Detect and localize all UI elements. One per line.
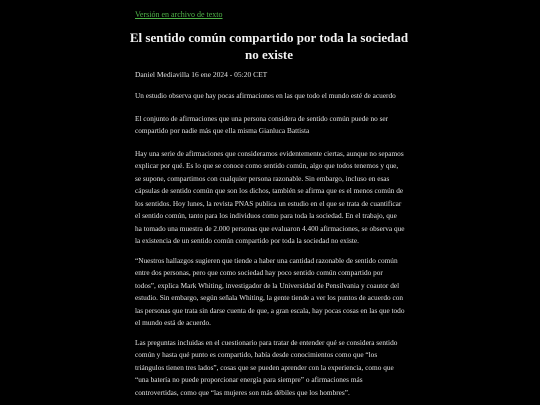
article-lead: Un estudio observa que hay pocas afirmaciones en las que todo el mundo esté de acuerdo: [135, 91, 396, 100]
article-title: El sentido común compartido por toda la sociedad no existe: [129, 30, 409, 62]
archive-text-link[interactable]: Versión en archivo de texto: [135, 10, 223, 19]
article-paragraph: “Nuestros hallazgos sugieren que tiende a haber una cantidad razonable de sentido común entre dos personas, pero que como sociedad hay poco sentido común compartido por todos”, explica Mark Whiting, investigador de la Universidad de Pensilvania y coautor del estudio. Sin embargo, según señala Whiting, la gente tiende a ver los puntos de acuerdo con las personas que trata sin darse cuenta de que, a gran escala, hay pocas cosas en las que todo el mundo está de acuerdo.: [135, 255, 405, 327]
article: [126, 0, 412, 405]
article-paragraph: Las preguntas incluidas en el cuestionario para tratar de entender qué se considera sentido común y hasta qué punto es compartido, había desde conocimientos como que “los triángulos tienen tres lados”, cosas que se pueden aprender con la experiencia, como que “una batería no puede proporcionar energía para siempre” o afirmaciones más controvertidas, como que “las mujeres son más débiles que los hombres”.: [135, 337, 398, 397]
article-byline: Daniel Mediavilla 16 ene 2024 - 05:20 CET: [135, 70, 268, 79]
article-paragraph: Hay una serie de afirmaciones que consideramos evidentemente ciertas, aunque no sepamos explicar por qué. Es lo que se conoce como sentido común, algo que todos tenemos y que, se supone, compartimos con cualquier persona razonable. Sin embargo, incluso en esas cápsulas de sentido común que son los dichos, también se afirma que es el menos común de los sentidos. Hoy lunes, la revista PNAS publica un estudio en el que se trata de cuantificar el sentido común, tanto para los individuos como para toda la sociedad. En el trabajo, que ha tomado una muestra de 2.000 personas que evaluaron 4.400 afirmaciones, se observa que la existencia de un sentido común compartido por toda la sociedad no existe.: [135, 148, 405, 245]
article-subtitle: El conjunto de afirmaciones que una persona considera de sentido común puede no ser compartido por nadie más que ella misma Gianluca Battista: [135, 113, 389, 135]
article-body: [135, 90, 405, 405]
